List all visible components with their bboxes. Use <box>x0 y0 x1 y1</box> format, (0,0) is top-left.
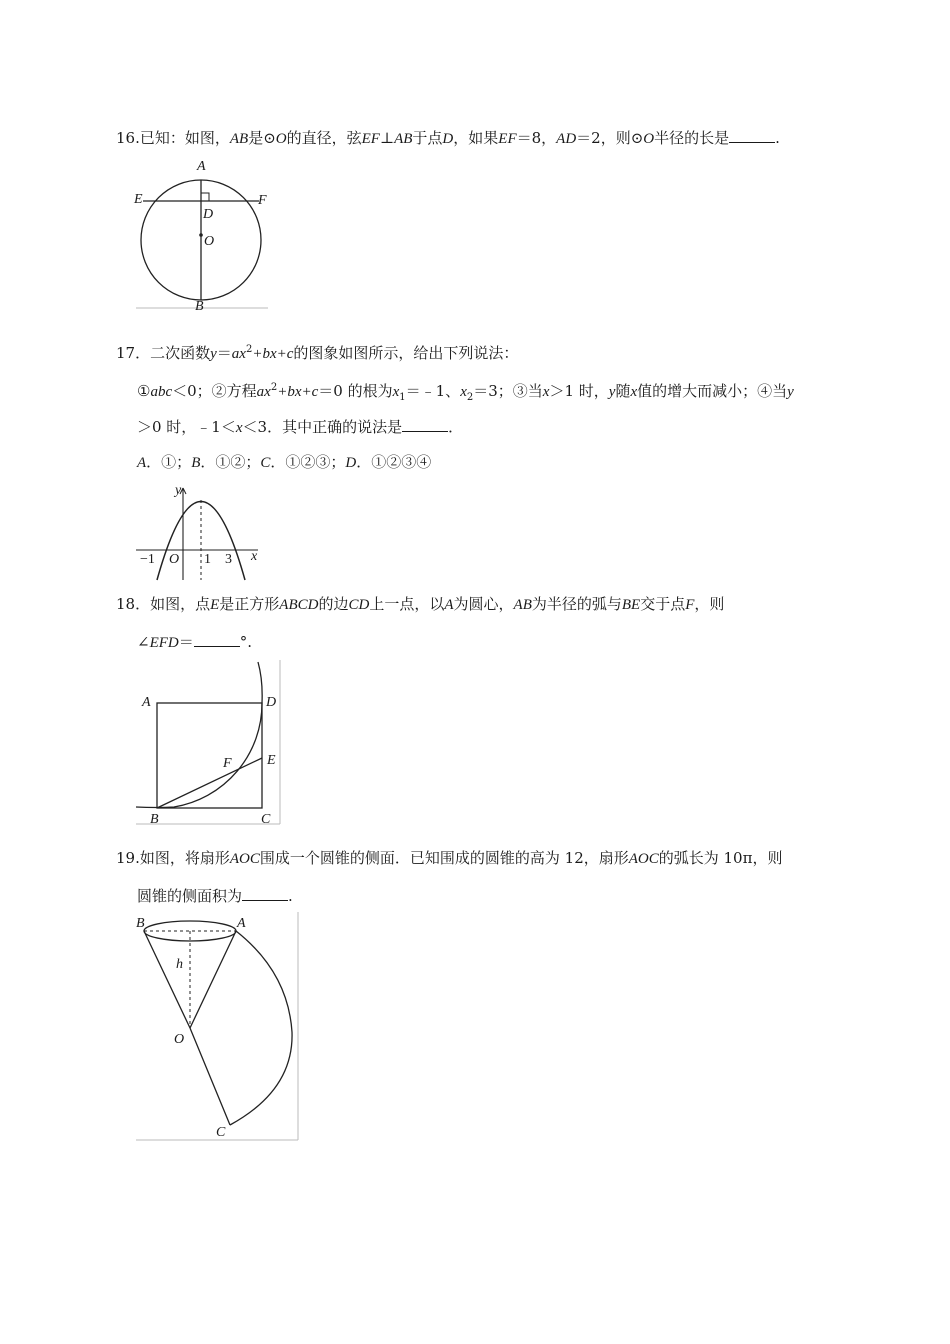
q18-text-1: 18．如图，点E是正方形ABCD的边CD上一点，以A为圆心，AB为半径的弧与BE交于点F，则 <box>116 595 725 613</box>
label-A: A <box>197 159 206 174</box>
origin-label: O <box>169 552 180 567</box>
q18-figure <box>134 660 284 828</box>
q19-figure <box>134 912 302 1144</box>
label-O: O <box>174 1032 185 1047</box>
answer-blank <box>242 886 288 901</box>
label-B: B <box>136 916 145 931</box>
q19-text-2: 圆锥的侧面积为 . <box>137 887 293 905</box>
q17-text-3: ＞0 时，﹣1＜x＜3．其中正确的说法是 ． <box>137 418 464 436</box>
q16-figure <box>130 158 275 312</box>
tick-1: 1 <box>204 552 211 567</box>
label-B: B <box>150 812 159 827</box>
label-D: D <box>203 207 214 222</box>
axis-y-label: y <box>175 483 182 498</box>
tick-3: 3 <box>225 552 232 567</box>
q17-text-1: 17．二次函数$y=ax^2+bx+c$的图象如图所示，给出下列说法： <box>116 344 519 362</box>
label-h: h <box>176 957 183 972</box>
q17-text-2: ①abc＜0；②方程$ax^2+bx+c=0$ 的根为$x_1=﹣1$、$x_2=3$；③当x＞1 时，y随x值的增大而减小；④当y <box>137 382 794 403</box>
label-A: A <box>237 916 246 931</box>
answer-blank <box>729 128 775 143</box>
axis-x-label: x <box>251 549 258 564</box>
q18-text-2: ∠EFD＝ °. <box>137 633 253 651</box>
label-B: B <box>195 299 204 314</box>
label-C: C <box>261 812 271 827</box>
q16-text: 16.已知：如图，AB是⊙O的直径，弦EF⊥AB于点D，如果EF＝8，AD＝2，则⊙O半径的长是 . <box>116 129 780 147</box>
label-O: O <box>204 234 215 249</box>
q17-figure <box>134 480 264 582</box>
tick-minus-1: −1 <box>140 552 155 567</box>
label-E: E <box>134 192 143 207</box>
answer-blank <box>194 632 240 647</box>
label-A: A <box>142 695 151 710</box>
label-D: D <box>266 695 277 710</box>
label-F: F <box>223 756 232 771</box>
label-E: E <box>267 753 276 768</box>
q19-text-1: 19.如图，将扇形AOC围成一个圆锥的侧面．已知围成的圆锥的高为 12，扇形AOC的弧长为 10π，则 <box>116 849 783 867</box>
answer-blank <box>402 417 448 432</box>
q17-options: A．①；B．①②；C．①②③；D．①②③④ <box>137 453 432 471</box>
label-F: F <box>258 193 267 208</box>
label-C: C <box>216 1125 226 1140</box>
